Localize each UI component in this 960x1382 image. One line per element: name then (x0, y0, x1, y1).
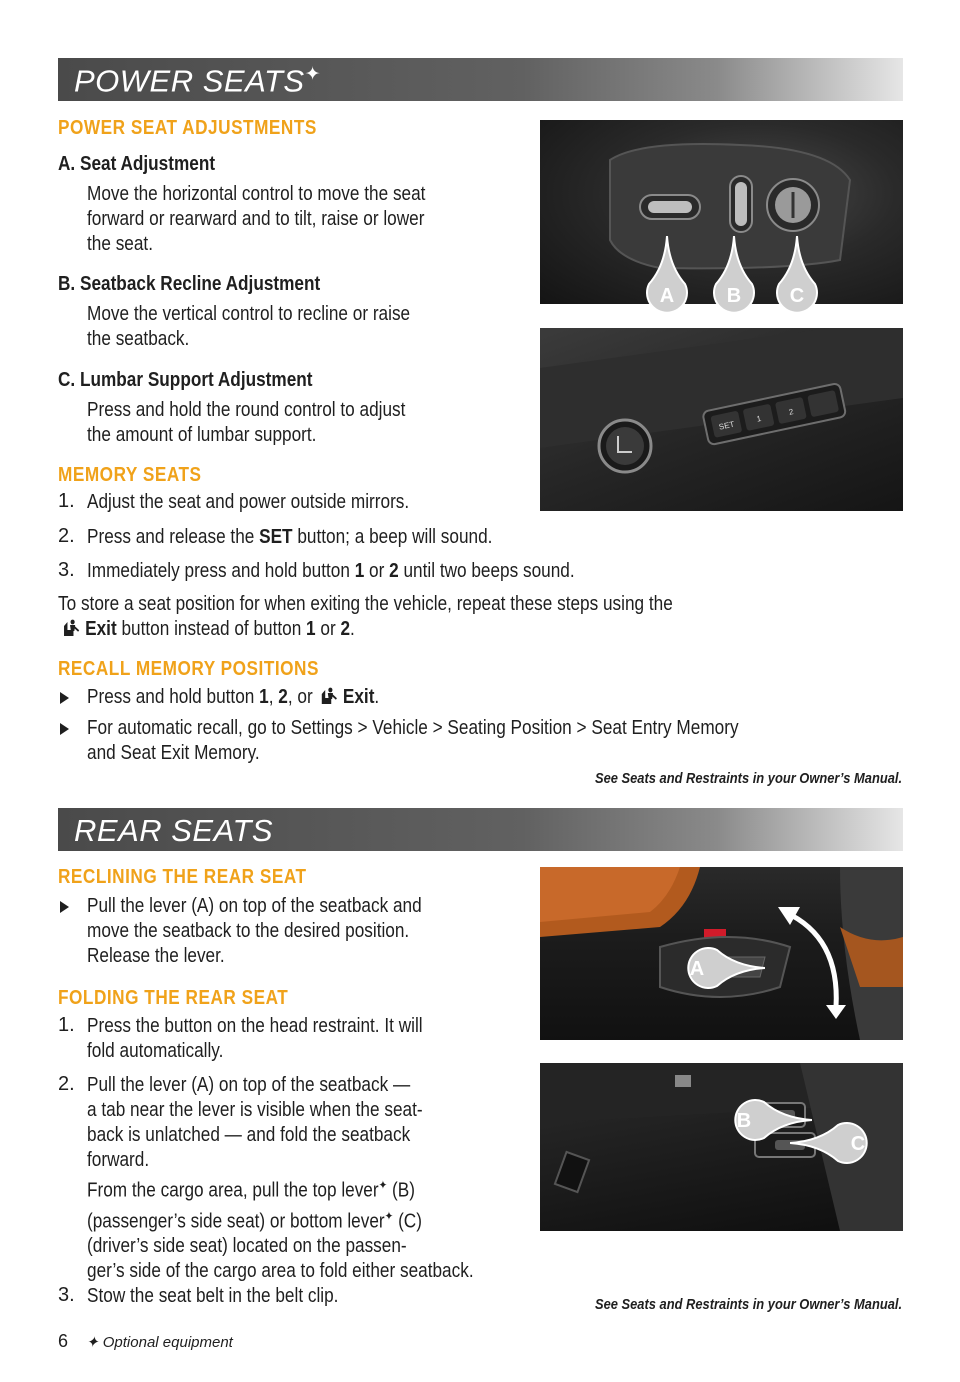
step-number: 2. (58, 525, 75, 547)
svg-text:C: C (789, 285, 805, 307)
recall-step-1: Press and hold button 1, 2, or Exit. (87, 686, 380, 708)
rear-seats-title: REAR SEATS (74, 813, 274, 848)
fold-step-3: Stow the seat belt in the belt clip. (87, 1285, 339, 1307)
optional-mark-icon: ✦ (378, 1178, 388, 1192)
power-seat-adjustments-heading: POWER SEAT ADJUSTMENTS (58, 117, 317, 139)
memory-step-1: Adjust the seat and power outside mirrors. (87, 491, 410, 513)
seat-adjustment-text: Move the horizontal control to move the seat forward or rearward and to tilt, raise or lower the seat. (87, 183, 426, 255)
power-seats-banner (58, 58, 903, 101)
callout-c-icon (775, 236, 819, 316)
svg-text:B: B (726, 285, 742, 307)
fold-step-1: Press the button on the head restraint. It will fold automatically. (87, 1015, 423, 1062)
rear-seats-banner (58, 808, 903, 851)
memory-step-3: Immediately press and hold button 1 or 2 until two beeps sound. (87, 560, 575, 582)
bullet-icon (60, 901, 69, 913)
callout-b-icon (712, 236, 756, 316)
optional-mark-icon: ✦ (86, 1334, 99, 1351)
svg-text:A: A (659, 285, 675, 307)
memory-buttons-photo (540, 328, 903, 511)
recline-adjustment-text: Move the vertical control to recline or raise the seatback. (87, 303, 411, 350)
memory-seats-heading: MEMORY SEATS (58, 464, 202, 486)
step-number: 1. (58, 490, 75, 512)
lumbar-adjustment-text: Press and hold the round control to adjust the amount of lumbar support. (87, 399, 406, 446)
recall-memory-heading: RECALL MEMORY POSITIONS (58, 658, 319, 680)
reclining-rear-seat-heading: RECLINING THE REAR SEAT (58, 866, 307, 888)
step-number: 2. (58, 1073, 75, 1095)
svg-text:B: B (736, 1110, 752, 1132)
bullet-icon (60, 692, 69, 704)
svg-text:1: 1 (755, 413, 763, 424)
seat-exit-icon (317, 686, 338, 706)
owners-manual-reference: See Seats and Restraints in your Owner’s Manual. (594, 1296, 902, 1313)
bullet-icon (60, 723, 69, 735)
optional-equipment-note: ✦ Optional equipment (86, 1334, 233, 1351)
seat-adjustment-title: A. Seat Adjustment (58, 153, 216, 175)
reclining-rear-seat-text: Pull the lever (A) on top of the seatback and move the seatback to the desired position. Release the lever. (87, 895, 422, 967)
memory-step-2: Press and release the SET button; a beep will sound. (87, 526, 493, 548)
svg-text:C: C (850, 1133, 866, 1155)
svg-text:2: 2 (788, 407, 795, 417)
owners-manual-reference: See Seats and Restraints in your Owner’s Manual. (594, 770, 902, 787)
recall-step-2: For automatic recall, go to Settings > Vehicle > Seating Position > Seat Entry Memory and Seat Exit Memory. (87, 717, 739, 764)
store-exit-position-text: To store a seat position for when exiting the vehicle, repeat these steps using the Exit button instead of button 1 or 2. (58, 593, 673, 640)
step-number: 1. (58, 1014, 75, 1036)
step-number: 3. (58, 559, 75, 581)
callout-a-icon (645, 236, 689, 316)
callout-a-icon (665, 946, 765, 990)
memory-buttons-illustration (540, 328, 903, 511)
svg-text:SET: SET (718, 419, 736, 432)
power-seats-title: POWER SEATS✦ (74, 63, 321, 99)
callout-c-icon (790, 1121, 890, 1165)
seat-exit-icon (60, 618, 81, 638)
svg-text:A: A (689, 958, 705, 980)
lumbar-adjustment-title: C. Lumbar Support Adjustment (58, 369, 313, 391)
optional-mark-icon: ✦ (304, 64, 321, 85)
page-number: 6 (58, 1331, 69, 1351)
step-number: 3. (58, 1284, 75, 1306)
fold-step-2: Pull the lever (A) on top of the seatback — a tab near the lever is visible when the seat- back is unlatched — and fold the seatback forward. From the cargo area, pull the top lever✦ (B) (passenger’s side seat) or bottom lever✦ (C) (driver’s side seat) located on the passen- ger’s side of the cargo area to fold either seatback. (87, 1074, 474, 1283)
folding-rear-seat-heading: FOLDING THE REAR SEAT (58, 987, 289, 1009)
recline-adjustment-title: B. Seatback Recline Adjustment (58, 273, 321, 295)
optional-mark-icon: ✦ (384, 1208, 394, 1223)
